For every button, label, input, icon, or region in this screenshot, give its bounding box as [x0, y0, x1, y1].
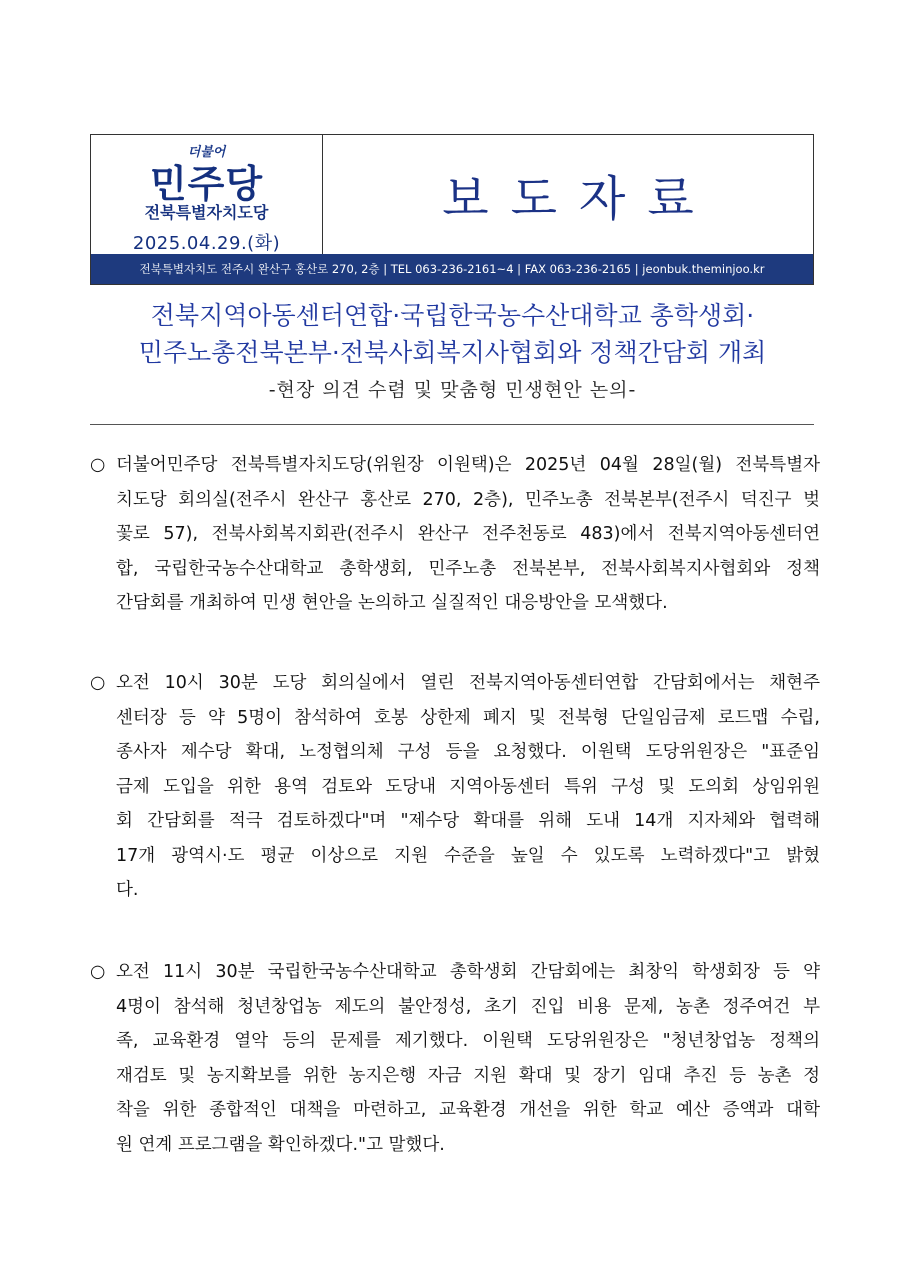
press-release-title: 보도자료 [442, 171, 716, 227]
paragraph-line: 착을 위한 종합적인 대책을 마련하고, 교육환경 개선을 위한 학교 예산 증액과 대학 [116, 1100, 820, 1120]
logo-branch-name: 전북특별자치도당 [144, 203, 269, 222]
paragraph-line: ○ 오전 11시 30분 국립한국농수산대학교 총학생회 간담회에는 최창익 학생회장 등 약 [90, 955, 820, 990]
paragraph-line: 원 연계 프로그램을 확인하겠다."고 말했다. [116, 1134, 445, 1155]
paragraph-line: ○ 오전 10시 30분 도당 회의실에서 열린 전북지역아동센터연합 간담회에서는 채현주 [90, 666, 820, 701]
logo-small-text: 더불어 [187, 145, 226, 160]
paragraph-line: 금제 도입을 위한 용역 검토와 도당내 지역아동센터 특위 구성 및 도의회 상임위원 [116, 776, 820, 797]
paragraph-line: 회 간담회를 적극 검토하겠다"며 "제수당 확대를 위해 도내 14개 지자체와 협력해 [116, 811, 820, 831]
paragraph-line: 치도당 회의실(전주시 완산구 홍산로 270, 2층), 민주노총 전북본부(전주시 덕진구 벚 [116, 489, 820, 510]
paragraph-line: 합, 국립한국농수산대학교 총학생회, 민주노총 전북본부, 전북사회복지사협회와 정책 [116, 558, 820, 579]
paragraph-3 [90, 955, 820, 1162]
headline-line-2: 민주노총전북본부·전북사회복지사협회와 정책간담회 개최 [138, 338, 767, 367]
party-logo-cell [91, 135, 323, 254]
paragraph-line: 족, 교육환경 열악 등의 문제를 제기했다. 이원택 도당위원장은 "청년창업농 정책의 [116, 1031, 820, 1051]
paragraph-line: 센터장 등 약 5명이 참석하여 호봉 상한제 폐지 및 전북형 단일임금제 로드맵 수립, [116, 707, 820, 728]
bullet-circle-icon: ○ [90, 455, 106, 475]
paragraph-line: 간담회를 개최하여 민생 현안을 논의하고 실질적인 대응방안을 모색했다. [116, 593, 668, 613]
title-cell [323, 135, 813, 254]
subtitle: -현장 의견 수렴 및 맞춤형 민생현안 논의- [268, 379, 637, 401]
paragraph-line: 종사자 제수당 확대, 노정협의체 구성 등을 요청했다. 이원택 도당위원장은 "표준임 [116, 742, 820, 762]
paragraph-line: 재검토 및 농지확보를 위한 농지은행 자금 지원 확대 및 장기 임대 추진 등 농촌 정 [116, 1065, 820, 1086]
release-date: 2025.04.29.(화) [132, 233, 281, 254]
paragraph-line: 꽃로 57), 전북사회복지회관(전주시 완산구 전주천동로 483)에서 전북지역아동센터연 [116, 524, 820, 544]
paragraph-1 [90, 448, 820, 621]
party-logo: 민주당 [149, 162, 264, 206]
headline-line-1: 전북지역아동센터연합·국립한국농수산대학교 총학생회· [150, 301, 755, 330]
paragraph-2 [90, 666, 820, 908]
divider [90, 424, 814, 425]
paragraph-line: ○ 더불어민주당 전북특별자치도당(위원장 이원택)은 2025년 04월 28일(월) 전북특별자 [90, 448, 820, 483]
paragraph-line: 다. [116, 880, 139, 900]
paragraph-line: 17개 광역시·도 평균 이상으로 지원 수준을 높일 수 있도록 노력하겠다"고 밝혔 [116, 845, 820, 866]
paragraph-line: 4명이 참석해 청년창업농 제도의 불안정성, 초기 진입 비용 문제, 농촌 정주여건 부 [116, 996, 820, 1017]
bullet-circle-icon: ○ [90, 962, 106, 982]
bullet-circle-icon: ○ [90, 673, 106, 693]
headline [0, 297, 905, 371]
press-release-header [90, 134, 814, 285]
contact-bar: 전북특별자치도 전주시 완산구 홍산로 270, 2층 | TEL 063-236-2161~4 | FAX 063-236-2165 | jeonbuk.theminjoo.kr [91, 254, 813, 284]
